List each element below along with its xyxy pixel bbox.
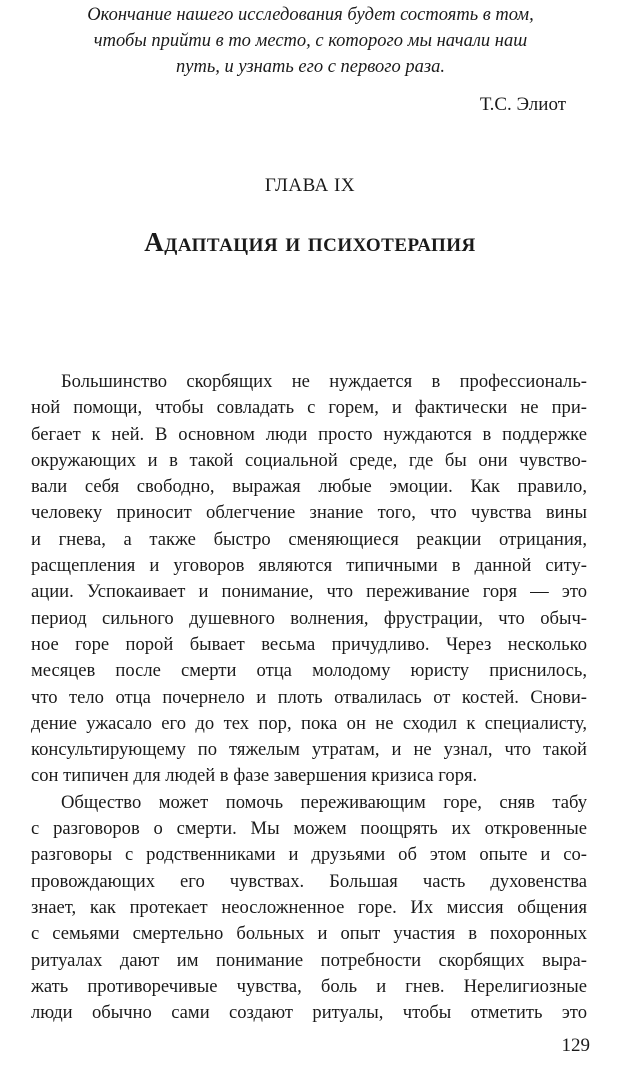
epigraph <box>48 2 573 80</box>
text-line: ации. Успокаивает и понимание, что переживание горя — это <box>31 581 587 603</box>
text-line: окружающих и в такой социальной среде, где бы они чувство- <box>31 449 587 471</box>
page-number: 129 <box>561 1035 590 1056</box>
epigraph-line: путь, и узнать его с первого раза. <box>176 57 445 77</box>
text-line: и гнева, а также быстро сменяющиеся реакции отрицания, <box>31 528 587 550</box>
text-line: дение ужасало его до тех пор, пока он не сходил к специалисту, <box>31 712 587 734</box>
text-line: вали себя свободно, выражая любые эмоции. Как правило, <box>31 476 587 498</box>
text-line: ритуалах дают им понимание потребности скорбящих выра- <box>31 949 587 971</box>
text-line: период сильного душевного волнения, фрустрации, что обыч- <box>31 607 587 629</box>
text-line: Общество может помочь переживающим горе, сняв табу <box>61 791 587 813</box>
text-line: консультирующему по тяжелым утратам, и не узнал, что такой <box>31 739 587 761</box>
epigraph-line: чтобы прийти в то место, с которого мы начали наш <box>93 31 528 51</box>
text-line: человеку приносит облегчение знание того, что чувства вины <box>31 502 587 524</box>
text-line: что тело отца почернело и плоть отвалилась от костей. Снови- <box>31 686 587 708</box>
text-line: знает, как протекает неосложненное горе. Их миссия общения <box>31 896 587 918</box>
epigraph-line: Окончание нашего исследования будет состоять в том, <box>87 5 534 25</box>
text-line: бегает к ней. В основном люди просто нуждаются в поддержке <box>31 423 587 445</box>
text-line: провождающих его чувствах. Большая часть духовенства <box>31 870 587 892</box>
text-line: ное горе порой бывает весьма причудливо. Через несколько <box>31 633 587 655</box>
text-line: Большинство скорбящих не нуждается в профессиональ- <box>61 371 587 392</box>
body-text <box>31 369 587 1026</box>
text-line: жать противоречивые чувства, боль и гнев. Нерелигиозные <box>31 975 587 997</box>
text-line: с семьями смертельно больных и опыт участия в похоронных <box>31 923 587 945</box>
text-line: месяцев после смерти отца молодому юристу приснилось, <box>31 660 587 682</box>
text-line: с разговоров о смерти. Мы можем поощрять их откровенные <box>31 818 587 840</box>
text-line: разговоры с родственниками и друзьями об этом опыте и со- <box>31 844 587 866</box>
text-line: расщепления и уговоров являются типичными в данной ситу- <box>31 555 587 577</box>
text-line: люди обычно сами создают ритуалы, чтобы отметить это <box>31 1002 587 1024</box>
text-line: сон типичен для людей в фазе завершения кризиса горя. <box>31 765 478 787</box>
text-line: ной помощи, чтобы совладать с горем, и фактически не при- <box>31 397 587 419</box>
epigraph-author: Т.С. Элиот <box>479 94 566 115</box>
chapter-title: Адаптация и психотерапия <box>144 227 476 257</box>
chapter-number: ГЛАВА IX <box>264 175 356 196</box>
